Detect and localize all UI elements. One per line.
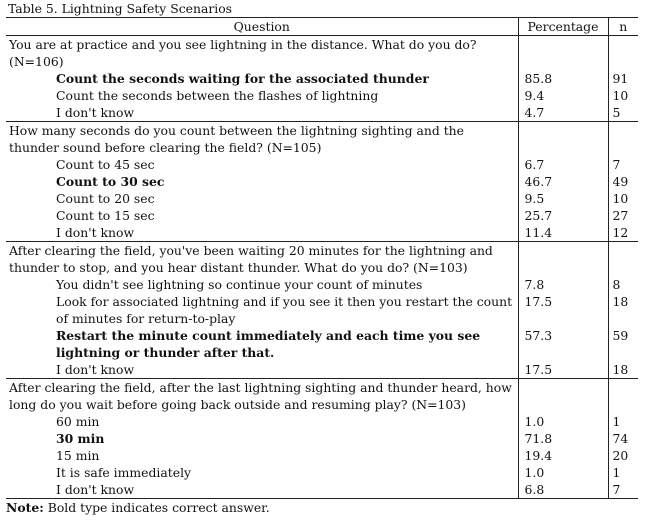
n-cell: 91 [608, 70, 638, 87]
note-text: Bold type indicates correct answer. [43, 500, 270, 515]
answer-text: Count to 20 sec [56, 191, 155, 206]
header-n: n [608, 18, 638, 36]
answer-text: 15 min [56, 448, 100, 463]
n-cell: 7 [608, 156, 638, 173]
empty-cell [608, 122, 638, 157]
question-row [6, 379, 638, 414]
answer-text: Count to 15 sec [56, 208, 155, 223]
n-cell: 1 [608, 413, 638, 430]
percentage-cell: 1.0 [518, 464, 608, 481]
n-cell: 8 [608, 276, 638, 293]
percentage-cell: 57.3 [518, 327, 608, 361]
percentage-cell: 9.4 [518, 87, 608, 104]
answer-row [6, 173, 638, 190]
empty-cell [518, 36, 608, 71]
answer-row [6, 464, 638, 481]
table-note [6, 498, 638, 516]
n-cell: 27 [608, 207, 638, 224]
answer-text: It is safe immediately [56, 465, 192, 480]
note-label: Note: [6, 500, 44, 515]
percentage-cell: 17.5 [518, 293, 608, 327]
answer-row [6, 327, 638, 361]
n-cell: 1 [608, 464, 638, 481]
answer-row [6, 293, 638, 327]
question-text: After clearing the field, you've been waiting 20 minutes for the lightning and thunder to stop, and you hear distant thunder. What do you do? (N=103) [6, 242, 518, 277]
n-cell: 5 [608, 104, 638, 122]
n-cell: 59 [608, 327, 638, 361]
n-cell: 7 [608, 481, 638, 498]
percentage-cell: 9.5 [518, 190, 608, 207]
answer-row [6, 190, 638, 207]
n-cell: 18 [608, 361, 638, 379]
answer-text: 30 min [56, 431, 105, 446]
answer-row [6, 207, 638, 224]
answer-text: Restart the minute count immediately and each time you see lightning or thunder after that. [56, 328, 481, 360]
answer-text: You didn't see lightning so continue your count of minutes [56, 277, 423, 292]
question-text: How many seconds do you count between the lightning sighting and the thunder sound before clearing the field? (N=105) [6, 122, 518, 157]
answer-row [6, 70, 638, 87]
empty-cell [608, 242, 638, 277]
n-cell: 12 [608, 224, 638, 242]
percentage-cell: 17.5 [518, 361, 608, 379]
percentage-cell: 19.4 [518, 447, 608, 464]
header-percentage: Percentage [518, 18, 608, 36]
percentage-cell: 85.8 [518, 70, 608, 87]
percentage-cell: 1.0 [518, 413, 608, 430]
question-text: After clearing the field, after the last lightning sighting and thunder heard, how long do you wait before going back outside and resuming play? (N=103) [6, 379, 518, 414]
answer-row [6, 413, 638, 430]
header-row [6, 18, 638, 36]
table-caption: Table 5. Lightning Safety Scenarios [8, 1, 233, 16]
answer-text: Count to 45 sec [56, 157, 155, 172]
question-row [6, 242, 638, 277]
answer-text: I don't know [56, 105, 135, 120]
question-row [6, 36, 638, 71]
answer-row [6, 276, 638, 293]
empty-cell [518, 379, 608, 414]
percentage-cell: 4.7 [518, 104, 608, 122]
table-body [6, 36, 638, 499]
lightning-safety-table [6, 17, 638, 498]
n-cell: 18 [608, 293, 638, 327]
header-question: Question [6, 18, 518, 36]
question-text: You are at practice and you see lightning in the distance. What do you do? (N=106) [6, 36, 518, 71]
percentage-cell: 6.8 [518, 481, 608, 498]
answer-row [6, 104, 638, 122]
answer-text: Look for associated lightning and if you see it then you restart the count of minutes for return-to-play [56, 294, 513, 326]
percentage-cell: 7.8 [518, 276, 608, 293]
n-cell: 10 [608, 87, 638, 104]
n-cell: 20 [608, 447, 638, 464]
empty-cell [518, 122, 608, 157]
answer-text: I don't know [56, 225, 135, 240]
empty-cell [608, 36, 638, 71]
answer-text: I don't know [56, 362, 135, 377]
percentage-cell: 6.7 [518, 156, 608, 173]
answer-row [6, 447, 638, 464]
answer-row [6, 481, 638, 498]
answer-text: Count the seconds waiting for the associated thunder [56, 71, 429, 86]
answer-text: 60 min [56, 414, 100, 429]
n-cell: 49 [608, 173, 638, 190]
percentage-cell: 46.7 [518, 173, 608, 190]
n-cell: 10 [608, 190, 638, 207]
answer-text: Count the seconds between the flashes of lightning [56, 88, 379, 103]
answer-row [6, 87, 638, 104]
answer-row [6, 224, 638, 242]
percentage-cell: 11.4 [518, 224, 608, 242]
answer-row [6, 430, 638, 447]
answer-text: Count to 30 sec [56, 174, 165, 189]
percentage-cell: 25.7 [518, 207, 608, 224]
answer-row [6, 361, 638, 379]
empty-cell [608, 379, 638, 414]
answer-text: I don't know [56, 482, 135, 497]
n-cell: 74 [608, 430, 638, 447]
answer-row [6, 156, 638, 173]
question-row [6, 122, 638, 157]
empty-cell [518, 242, 608, 277]
percentage-cell: 71.8 [518, 430, 608, 447]
